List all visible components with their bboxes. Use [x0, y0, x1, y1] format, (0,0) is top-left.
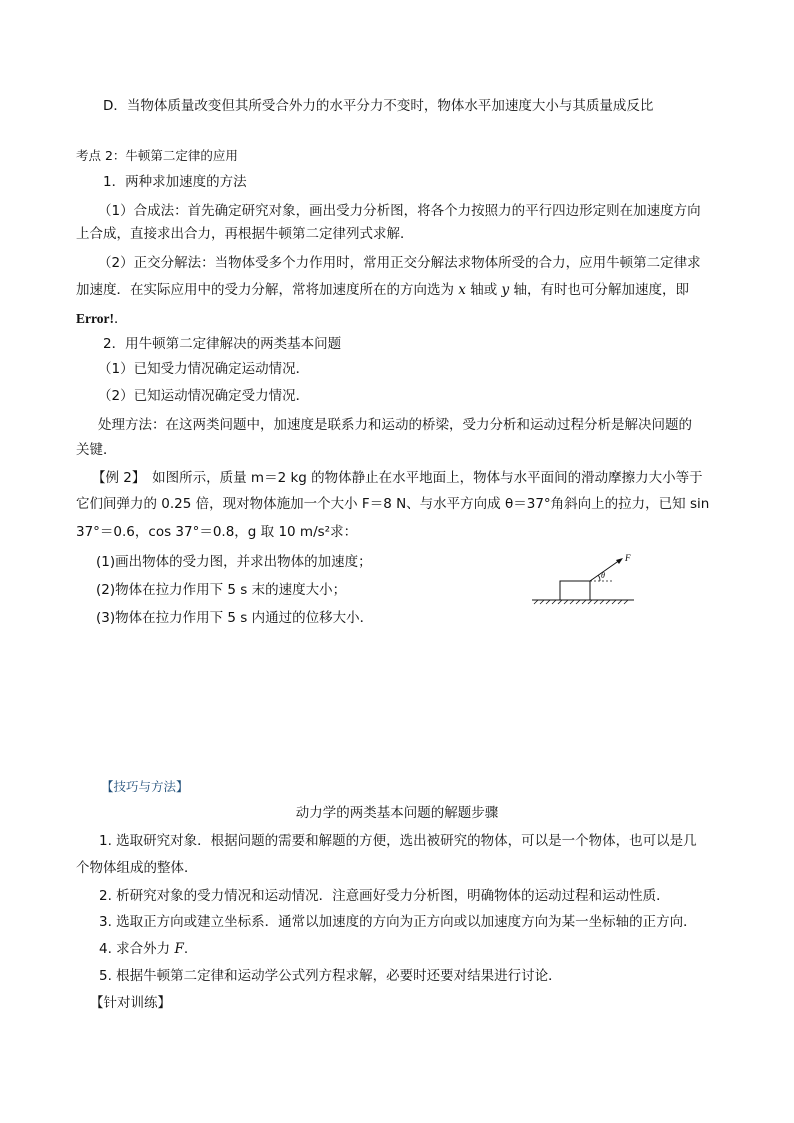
- block: [560, 581, 590, 600]
- two-problems-title: 2．用牛顿第二定律解决的两类基本问题: [103, 336, 342, 352]
- step-4: 4. 求合外力 F.: [99, 941, 189, 957]
- method-composition-line1: （1）合成法：首先确定研究对象，画出受力分析图，将各个力按照力的平行四边形定则在加速度方向: [98, 203, 701, 219]
- question-1: (1)画出物体的受力图，并求出物体的加速度；: [96, 554, 372, 570]
- question-2: (2)物体在拉力作用下 5 s 末的速度大小；: [96, 582, 347, 598]
- training-heading: 【针对训练】: [90, 995, 171, 1011]
- method-composition-line2: 上合成，直接求出合力，再根据牛顿第二定律列式求解．: [76, 226, 414, 242]
- step-2: 2. 析研究对象的受力情况和运动情况．注意画好受力分析图，明确物体的运动过程和运动性质．: [99, 888, 670, 904]
- problem-type-1: （1）已知受力情况确定运动情况．: [98, 361, 310, 377]
- ground-hatching: [534, 600, 628, 604]
- question-3: (3)物体在拉力作用下 5 s 内通过的位移大小．: [96, 610, 374, 626]
- step-5: 5. 根据牛顿第二定律和运动学公式列方程求解，必要时还要对结果进行讨论．: [99, 968, 562, 984]
- handling-line1: 处理方法：在这两类问题中，加速度是联系力和运动的桥梁，受力分析和运动过程分析是解决问题的: [98, 417, 692, 433]
- error-line: Error!．: [76, 311, 128, 327]
- method-orthogonal-line1: （2）正交分解法：当物体受多个力作用时，常用正交分解法求物体所受的合力，应用牛顿第二定律求: [98, 255, 701, 271]
- force-arrowhead: [616, 558, 623, 564]
- method-title: 1．两种求加速度的方法: [103, 174, 247, 190]
- option-d: D．当物体质量改变但其所受合外力的水平分力不变时，物体水平加速度大小与其质量成反比: [103, 98, 654, 114]
- example-line1: 【例 2】 如图所示，质量 m＝2 kg 的物体静止在水平地面上，物体与水平面间的滑动摩擦力大小等于: [92, 470, 703, 486]
- force-diagram-svg: [528, 552, 638, 612]
- angle-arc: [599, 576, 601, 582]
- tips-heading: 【技巧与方法】: [101, 779, 189, 794]
- section-heading: 考点 2：牛顿第二定律的应用: [76, 148, 238, 163]
- force-diagram: [528, 552, 638, 612]
- example-line2: 它们间弹力的 0.25 倍，现对物体施加一个大小 F＝8 N、与水平方向成 θ＝37°角斜向上的拉力，已知 sin: [76, 496, 710, 512]
- tips-title: 动力学的两类基本问题的解题步骤: [295, 805, 499, 821]
- force-label: F: [625, 553, 631, 563]
- handling-line2: 关键．: [76, 442, 117, 458]
- step-1-line1: 1. 选取研究对象．根据问题的需要和解题的方便，选出被研究的物体，可以是一个物体，也可以是几: [99, 833, 697, 849]
- step-1-line2: 个物体组成的整体．: [76, 860, 198, 876]
- method-orthogonal-line2: 加速度．在实际应用中的受力分解，常将加速度所在的方向选为 x 轴或 y 轴，有时也可分解加速度，即: [76, 282, 689, 298]
- example-line3: 37°＝0.6，cos 37°＝0.8，g 取 10 m/s²求：: [76, 524, 358, 540]
- angle-label: θ: [601, 571, 605, 580]
- step-3: 3. 选取正方向或建立坐标系．通常以加速度的方向为正方向或以加速度方向为某一坐标轴的正方向．: [99, 914, 697, 930]
- force-arrow: [590, 560, 620, 581]
- problem-type-2: （2）已知运动情况确定受力情况．: [98, 388, 310, 404]
